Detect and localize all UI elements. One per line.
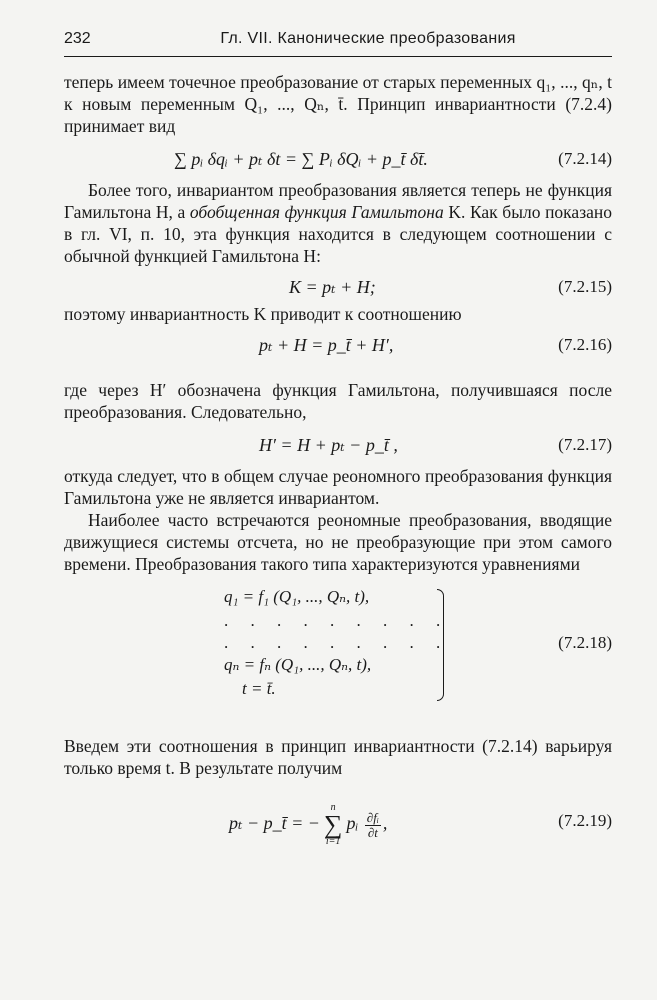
equation-formula: K = pₜ + H;	[289, 277, 376, 297]
equation-number: (7.2.14)	[558, 149, 612, 168]
system-dots-2: . . . . . . . . .	[224, 633, 450, 652]
equation-7-2-16	[64, 331, 612, 361]
paragraph-1: теперь имеем точечное преобразование от старых переменных q₁, ..., qₙ, t к новым переменным Q₁, ..., Qₙ, t̄. Принцип инвариантности (7.2.4) принимает вид	[64, 72, 612, 136]
equation-number: (7.2.17)	[558, 435, 612, 454]
equation-formula: pₜ − p_t̄ = − n ∑ i=1 pᵢ $\frac{\text{∂fᵢ}}{\partial t}$ ,	[229, 802, 388, 847]
summation: n ∑ i=1	[323, 802, 343, 847]
paragraph-6: Наиболее часто встречаются реономные преобразования, вводящие движущиеся системы отсчета, но не преобразующие при этом самого времени. Преобразования такого типа характеризуются уравнениями	[64, 510, 612, 574]
equation-7-2-19	[64, 793, 612, 853]
system-line-n: qₙ = fₙ (Q₁, ..., Qₙ, t),	[224, 655, 372, 674]
system-line-t: t = t̄.	[242, 679, 276, 698]
equation-7-2-15	[64, 273, 612, 303]
system-line-1: q₁ = f₁ (Q₁, ..., Qₙ, t),	[224, 587, 370, 606]
equation-formula: ∑ pᵢ δqᵢ + pₜ δt = ∑ Pᵢ δQᵢ + p_t̄ δt̄.	[174, 149, 428, 169]
equation-number: (7.2.15)	[558, 277, 612, 296]
paragraph-5: откуда следует, что в общем случае реономного преобразования функция Гамильтона уже не является инвариантом.	[64, 466, 612, 508]
equation-number: (7.2.16)	[558, 335, 612, 354]
equation-7-2-17	[64, 431, 612, 461]
paragraph-2: Более того, инвариантом преобразования является теперь не функция Гамильтона H, а обобщенная функция Гамильтона K. Как было показано в гл. VI, п. 10, эта функция находится в следующем соотношении с обычной функцией Гамильтона H:	[64, 180, 612, 266]
emphasis-term: обобщенная функция Гамильтона	[189, 202, 444, 222]
equation-7-2-14	[64, 145, 612, 175]
equation-number: (7.2.19)	[558, 811, 612, 830]
paragraph-7: Введем эти соотношения в принцип инвариантности (7.2.14) варьируя только время t. В результате получим	[64, 736, 612, 778]
equation-number: (7.2.18)	[558, 633, 612, 652]
equation-7-2-18	[64, 587, 612, 707]
page-number: 232	[64, 30, 91, 47]
equation-formula: pₜ + H = p_t̄ + H′,	[259, 335, 394, 355]
paragraph-4: где через H′ обозначена функция Гамильтона, получившаяся после преобразования. Следовательно,	[64, 380, 612, 422]
equation-formula: H′ = H + pₜ − p_t̄ ,	[259, 435, 398, 455]
page	[64, 30, 612, 853]
running-title: Гл. VII. Канонические преобразования	[220, 30, 516, 47]
partial-fraction: $\frac{\text{∂fᵢ}}{\partial t}$	[366, 809, 379, 840]
system-dots-1: . . . . . . . . .	[224, 611, 450, 630]
paragraph-3: поэтому инвариантность K приводит к соотношению	[64, 304, 462, 324]
running-header	[64, 30, 612, 57]
system-brace	[437, 589, 444, 701]
